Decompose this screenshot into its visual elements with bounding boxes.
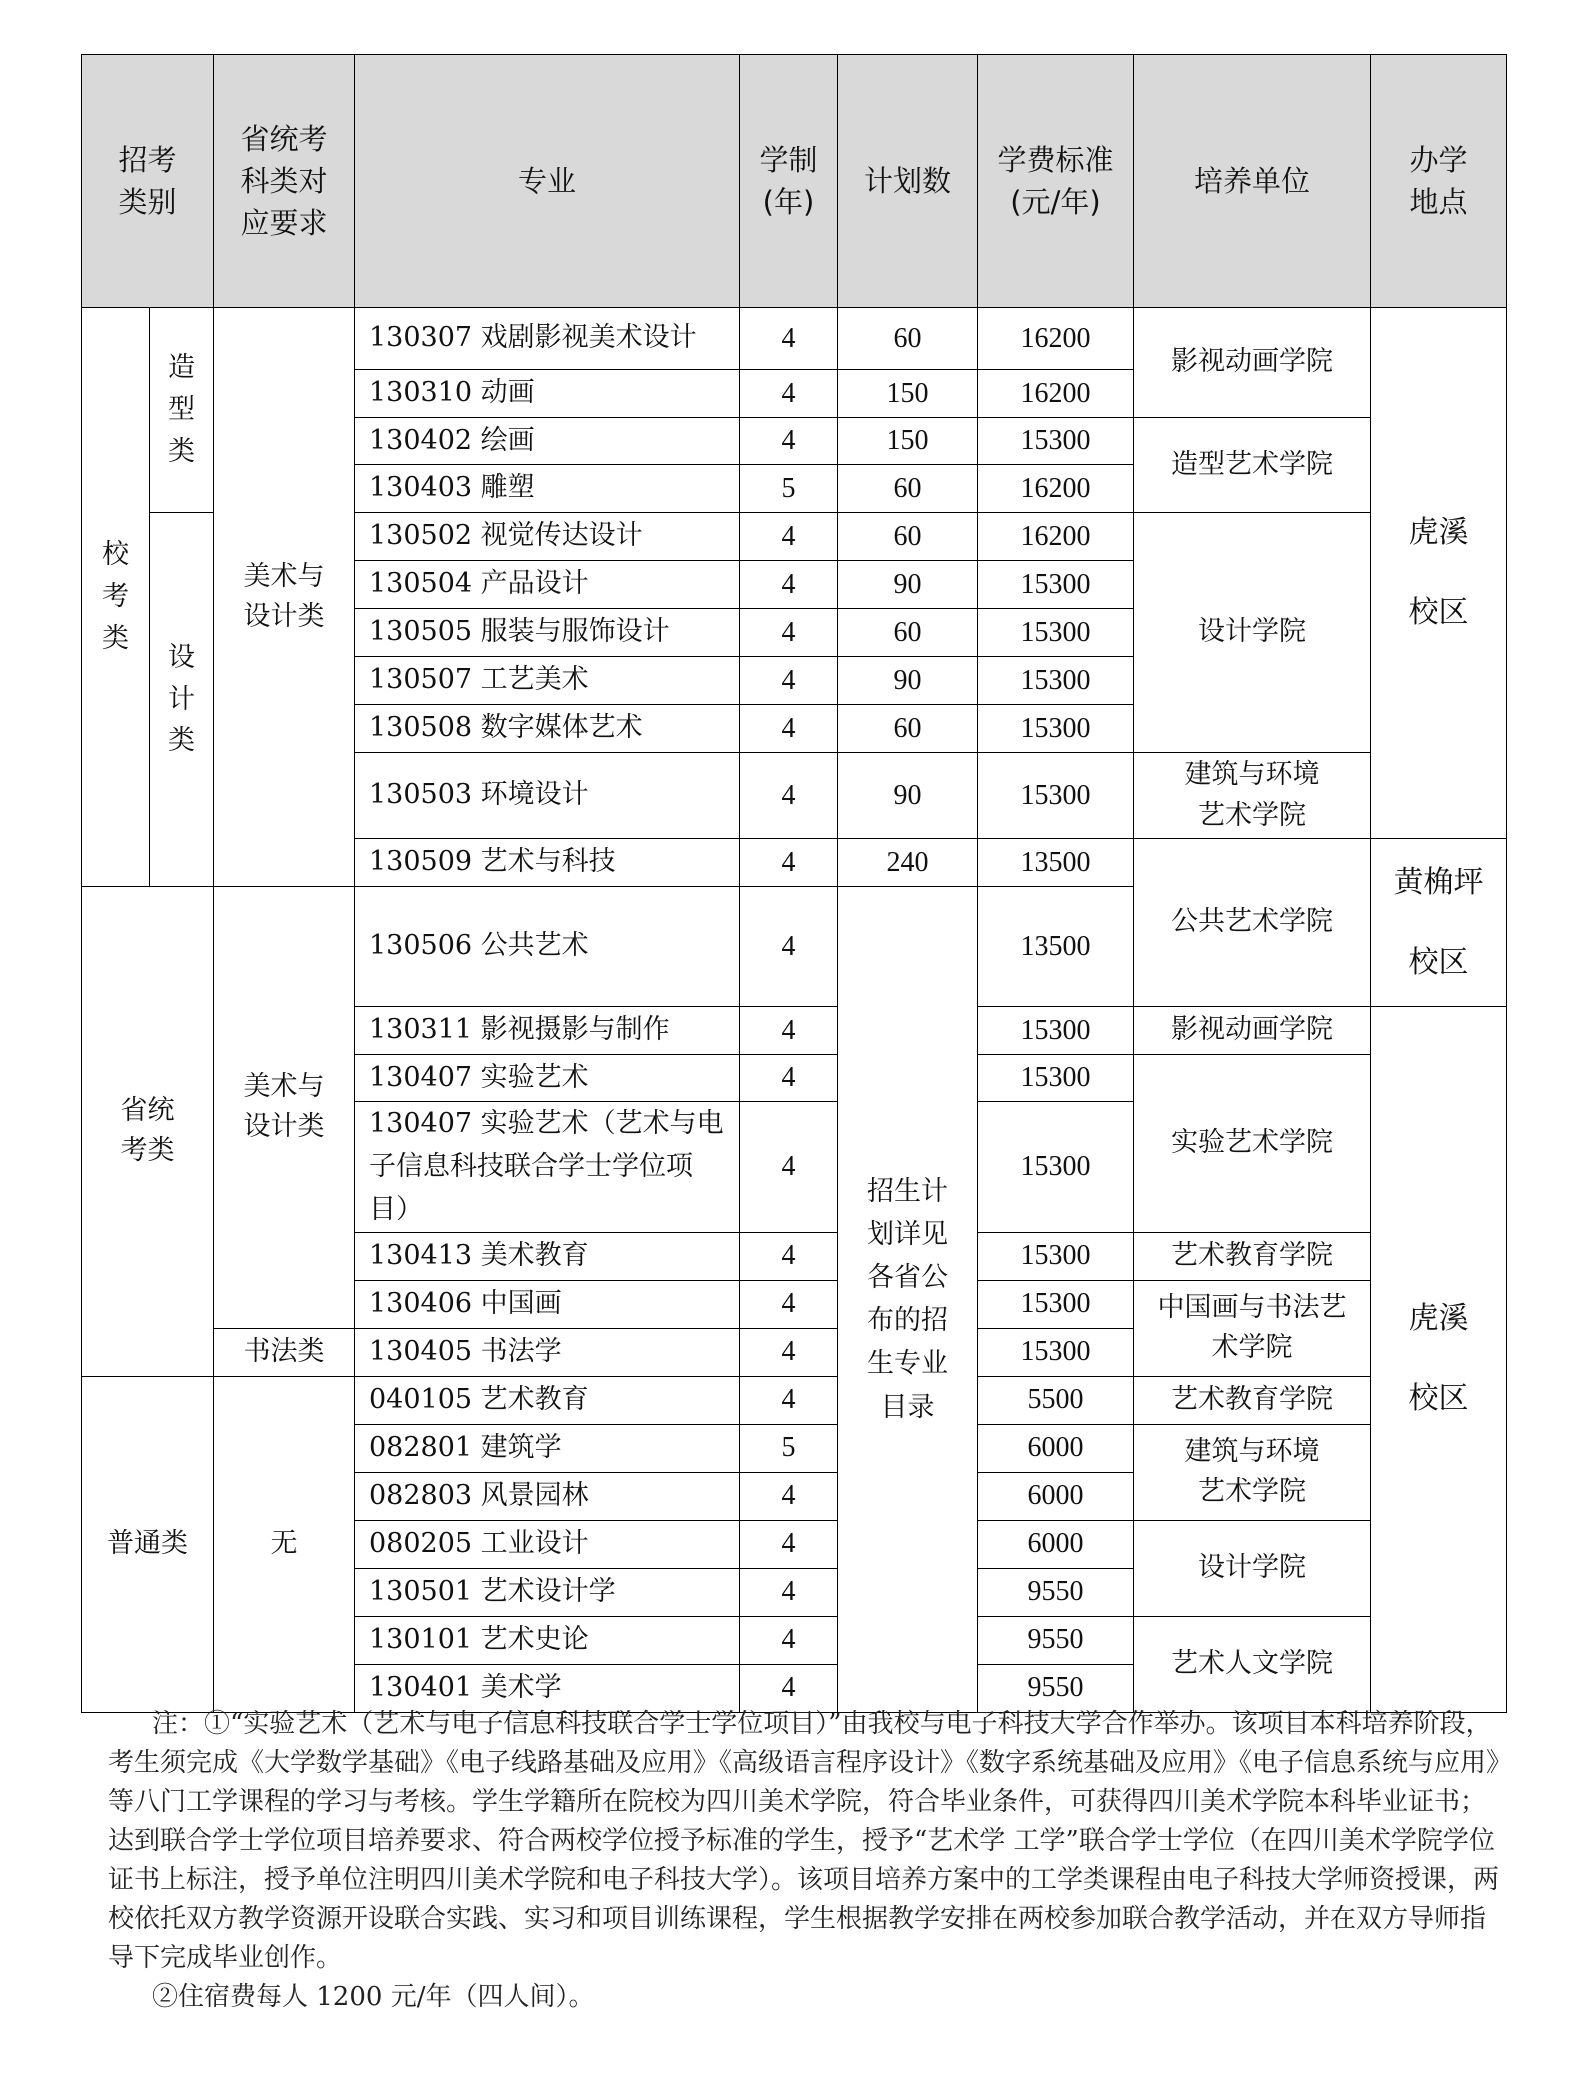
duration-cell: 4 xyxy=(740,1568,838,1616)
header-plan: 计划数 xyxy=(838,55,978,308)
major-cell: 082801 建筑学 xyxy=(355,1424,740,1472)
group-xiaokao: 校考类 xyxy=(82,308,150,887)
table-row xyxy=(82,308,1507,370)
plan-cell: 60 xyxy=(838,705,978,753)
duration-cell: 4 xyxy=(740,1664,838,1712)
header-unit: 培养单位 xyxy=(1134,55,1371,308)
major-cell: 130402 绘画 xyxy=(355,418,740,465)
major-cell: 130504 产品设计 xyxy=(355,561,740,609)
tuition-cell: 16200 xyxy=(978,370,1134,418)
tuition-cell: 5500 xyxy=(978,1376,1134,1424)
table-header-row xyxy=(82,55,1507,308)
duration-cell: 4 xyxy=(740,1232,838,1280)
major-cell: 130407 实验艺术（艺术与电子信息科技联合学士学位项目） xyxy=(355,1102,740,1233)
tuition-cell: 6000 xyxy=(978,1424,1134,1472)
plan-cell: 60 xyxy=(838,465,978,513)
duration-cell: 4 xyxy=(740,513,838,561)
campus-cell: 黄桷坪校区 xyxy=(1371,839,1507,1007)
major-cell: 130508 数字媒体艺术 xyxy=(355,705,740,753)
tuition-cell: 6000 xyxy=(978,1520,1134,1568)
unit-cell: 艺术人文学院 xyxy=(1134,1616,1371,1712)
duration-cell: 5 xyxy=(740,465,838,513)
major-cell: 130406 中国画 xyxy=(355,1280,740,1328)
unit-cell: 造型艺术学院 xyxy=(1134,418,1371,513)
major-cell: 130101 艺术史论 xyxy=(355,1616,740,1664)
tuition-cell: 15300 xyxy=(978,1055,1134,1102)
header-major: 专业 xyxy=(355,55,740,308)
header-category: 招考类别 xyxy=(82,55,214,308)
tuition-cell: 16200 xyxy=(978,465,1134,513)
major-cell: 080205 工业设计 xyxy=(355,1520,740,1568)
duration-cell: 4 xyxy=(740,1102,838,1233)
tuition-cell: 15300 xyxy=(978,418,1134,465)
major-cell: 130307 戏剧影视美术设计 xyxy=(355,308,740,370)
note-1: 注：①“实验艺术（艺术与电子信息科技联合学士学位项目）”由我校与电子科技大学合作举办。该项目本科培养阶段，考生须完成《大学数学基础》《电子线路基础及应用》《高级语言程序设计》《数字系统基础及应用》《电子信息系统与应用》等八门工学课程的学习与考核。学生学籍所在院校为四川美术学院，符合毕业条件，可获得四川美术学院本科毕业证书；达到联合学士学位项目培养要求、符合两校学位授予标准的学生，授予“艺术学 工学”联合学士学位（在四川美术学院学位证书上标注，授予单位注明四川美术学院和电子科技大学）。该项目培养方案中的工学类课程由电子科技大学师资授课，两校依托双方教学资源开设联合实践、实习和项目训练课程，学生根据教学安排在两校参加联合教学活动，并在双方导师指导下完成毕业创作。 xyxy=(108,1709,1500,1973)
duration-cell: 4 xyxy=(740,1055,838,1102)
tuition-cell: 9550 xyxy=(978,1664,1134,1712)
major-cell: 130403 雕塑 xyxy=(355,465,740,513)
table-row xyxy=(82,1376,1507,1424)
tuition-cell: 15300 xyxy=(978,753,1134,839)
notes-section xyxy=(108,1705,1508,2017)
duration-cell: 4 xyxy=(740,609,838,657)
major-cell: 130401 美术学 xyxy=(355,1664,740,1712)
unit-cell: 艺术教育学院 xyxy=(1134,1376,1371,1424)
tuition-cell: 15300 xyxy=(978,561,1134,609)
plan-cell: 90 xyxy=(838,657,978,705)
tuition-cell: 15300 xyxy=(978,705,1134,753)
campus-cell: 虎溪校区 xyxy=(1371,1007,1507,1713)
tuition-cell: 16200 xyxy=(978,308,1134,370)
subject-req-cell: 美术与设计类 xyxy=(214,887,355,1329)
tuition-cell: 13500 xyxy=(978,887,1134,1007)
tuition-cell: 15300 xyxy=(978,1232,1134,1280)
unit-cell: 中国画与书法艺术学院 xyxy=(1134,1280,1371,1376)
duration-cell: 4 xyxy=(740,839,838,887)
plan-cell: 150 xyxy=(838,418,978,465)
plan-cell: 60 xyxy=(838,609,978,657)
tuition-cell: 6000 xyxy=(978,1472,1134,1520)
duration-cell: 4 xyxy=(740,1616,838,1664)
major-cell: 130501 艺术设计学 xyxy=(355,1568,740,1616)
group-zaoxing: 造型类 xyxy=(150,308,214,513)
plan-cell: 240 xyxy=(838,839,978,887)
tuition-cell: 16200 xyxy=(978,513,1134,561)
unit-cell: 实验艺术学院 xyxy=(1134,1055,1371,1233)
unit-cell: 影视动画学院 xyxy=(1134,308,1371,418)
major-cell: 130505 服装与服饰设计 xyxy=(355,609,740,657)
tuition-cell: 15300 xyxy=(978,1328,1134,1376)
tuition-cell: 15300 xyxy=(978,1007,1134,1055)
plan-cell: 90 xyxy=(838,753,978,839)
plan-note-cell: 招生计划详见各省公布的招生专业目录 xyxy=(838,887,978,1713)
duration-cell: 4 xyxy=(740,1280,838,1328)
note-2: ②住宿费每人 1200 元/年（四人间）。 xyxy=(152,1982,595,2012)
tuition-cell: 13500 xyxy=(978,839,1134,887)
unit-cell: 艺术教育学院 xyxy=(1134,1232,1371,1280)
major-cell: 130407 实验艺术 xyxy=(355,1055,740,1102)
unit-cell: 建筑与环境艺术学院 xyxy=(1134,1424,1371,1520)
major-cell: 130405 书法学 xyxy=(355,1328,740,1376)
campus-cell: 虎溪校区 xyxy=(1371,308,1507,839)
group-sheji: 设计类 xyxy=(150,513,214,887)
tuition-cell: 15300 xyxy=(978,1280,1134,1328)
duration-cell: 4 xyxy=(740,1328,838,1376)
major-cell: 040105 艺术教育 xyxy=(355,1376,740,1424)
unit-cell: 公共艺术学院 xyxy=(1134,839,1371,1007)
duration-cell: 4 xyxy=(740,753,838,839)
duration-cell: 4 xyxy=(740,561,838,609)
duration-cell: 4 xyxy=(740,1520,838,1568)
header-campus: 办学地点 xyxy=(1371,55,1507,308)
unit-cell: 影视动画学院 xyxy=(1134,1007,1371,1055)
header-subject-req: 省统考科类对应要求 xyxy=(214,55,355,308)
duration-cell: 4 xyxy=(740,308,838,370)
admission-table xyxy=(81,54,1507,1713)
duration-cell: 5 xyxy=(740,1424,838,1472)
major-cell: 130507 工艺美术 xyxy=(355,657,740,705)
subject-req-cell: 无 xyxy=(214,1376,355,1712)
plan-cell: 60 xyxy=(838,308,978,370)
major-cell: 082803 风景园林 xyxy=(355,1472,740,1520)
group-shengtongkao: 省统考类 xyxy=(82,887,214,1377)
unit-cell: 设计学院 xyxy=(1134,513,1371,753)
plan-cell: 60 xyxy=(838,513,978,561)
major-cell: 130503 环境设计 xyxy=(355,753,740,839)
unit-cell: 建筑与环境艺术学院 xyxy=(1134,753,1371,839)
tuition-cell: 15300 xyxy=(978,609,1134,657)
duration-cell: 4 xyxy=(740,657,838,705)
tuition-cell: 9550 xyxy=(978,1616,1134,1664)
subject-req-cell: 美术与设计类 xyxy=(214,308,355,887)
header-duration: 学制(年) xyxy=(740,55,838,308)
tuition-cell: 15300 xyxy=(978,1102,1134,1233)
tuition-cell: 15300 xyxy=(978,657,1134,705)
major-cell: 130310 动画 xyxy=(355,370,740,418)
duration-cell: 4 xyxy=(740,1472,838,1520)
duration-cell: 4 xyxy=(740,1007,838,1055)
tuition-cell: 9550 xyxy=(978,1568,1134,1616)
group-putong: 普通类 xyxy=(82,1376,214,1712)
major-cell: 130502 视觉传达设计 xyxy=(355,513,740,561)
major-cell: 130506 公共艺术 xyxy=(355,887,740,1007)
major-cell: 130311 影视摄影与制作 xyxy=(355,1007,740,1055)
major-cell: 130509 艺术与科技 xyxy=(355,839,740,887)
duration-cell: 4 xyxy=(740,370,838,418)
duration-cell: 4 xyxy=(740,418,838,465)
plan-cell: 150 xyxy=(838,370,978,418)
major-cell: 130413 美术教育 xyxy=(355,1232,740,1280)
header-tuition: 学费标准(元/年) xyxy=(978,55,1134,308)
unit-cell: 设计学院 xyxy=(1134,1520,1371,1616)
duration-cell: 4 xyxy=(740,1376,838,1424)
plan-cell: 90 xyxy=(838,561,978,609)
duration-cell: 4 xyxy=(740,887,838,1007)
duration-cell: 4 xyxy=(740,705,838,753)
subject-req-cell: 书法类 xyxy=(214,1328,355,1376)
